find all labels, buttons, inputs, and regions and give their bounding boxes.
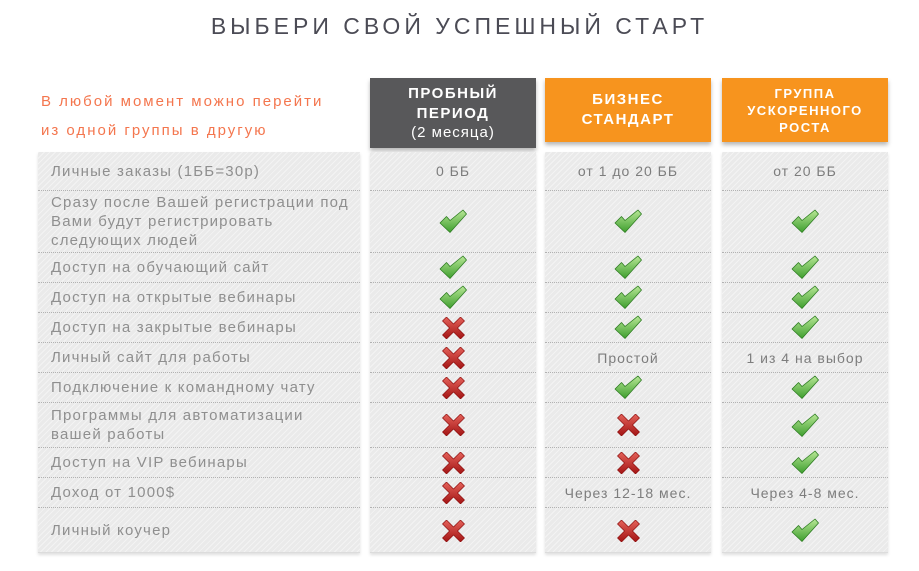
cell-cross [370,312,536,342]
plan-body-business [545,152,711,553]
cell-text [722,342,888,372]
cell-cross [545,402,711,447]
check-icon [790,413,820,438]
cell-text [722,477,888,507]
plan-body-growth [722,152,888,553]
cell-check [370,252,536,282]
cell-text [545,342,711,372]
plan-header-line: БИЗНЕС [592,91,664,108]
feature-label-text: Личный сайт для работы [51,349,252,366]
cell-check [545,252,711,282]
cell-cross [370,342,536,372]
feature-label-row-5 [38,342,360,372]
plan-header-growth [722,78,888,142]
cell-cross [370,507,536,553]
cell-value: Через 12-18 мес. [564,484,692,501]
cross-icon [442,317,465,339]
feature-label-row-10 [38,507,360,553]
plan-header-line: ГРУППА [774,86,836,101]
plan-header-line: СТАНДАРТ [581,111,675,128]
plan-header-line: РОСТА [779,120,831,135]
cell-text [545,152,711,190]
cell-cross [370,477,536,507]
cross-icon [442,347,465,369]
plan-header-line: ПЕРИОД [416,105,490,122]
page-title: ВЫБЕРИ СВОЙ УСПЕШНЫЙ СТАРТ [210,13,709,39]
cell-text [722,152,888,190]
cell-check [545,190,711,252]
cell-check [722,507,888,553]
plan-body-trial [370,152,536,553]
check-icon [790,285,820,310]
plan-column-growth [722,78,888,553]
check-icon [790,255,820,280]
cell-check [370,282,536,312]
feature-label-text: Подключение к командному чату [51,379,316,396]
feature-label-text: Доступ на VIP вебинары [51,454,248,471]
check-icon [790,209,820,234]
note-line-1: В любой момент можно перейти [41,93,324,110]
cell-check [722,190,888,252]
cell-check [722,402,888,447]
feature-label-row-4 [38,312,360,342]
cell-text [370,152,536,190]
cross-icon [617,414,640,436]
cross-icon [442,482,465,504]
cell-check [722,252,888,282]
feature-label-text: Сразу после Вашей регистрации под Вами будут регистрировать следующих людей [51,194,349,249]
check-icon [613,209,643,234]
feature-label-text: Программы для автоматизации вашей работы [51,407,304,443]
feature-label-text: Личные заказы (1ББ=30р) [51,162,261,180]
feature-label-row-6 [38,372,360,402]
check-icon [613,285,643,310]
plan-header-line: ПРОБНЫЙ [408,85,498,102]
cell-check [545,312,711,342]
comparison-table [38,78,888,553]
check-icon [613,255,643,280]
cell-check [370,190,536,252]
cross-icon [442,414,465,436]
cell-check [722,282,888,312]
cross-icon [617,520,640,542]
feature-labels-body [38,152,360,553]
plan-header-trial [370,78,536,148]
check-icon [438,255,468,280]
feature-label-text: Доступ на закрытые вебинары [51,319,297,336]
feature-labels-column [38,78,360,553]
cross-icon [442,377,465,399]
labels-header-spacer [38,78,360,152]
cross-icon [617,452,640,474]
check-icon [790,315,820,340]
cross-icon [442,452,465,474]
plan-header-business [545,78,711,142]
plan-column-trial [370,78,536,553]
check-icon [790,518,820,543]
cell-value: Через 4-8 мес. [750,484,860,501]
cell-value: 0 ББ [435,163,471,179]
cell-value: от 20 ББ [773,163,837,179]
plan-column-business [545,78,711,553]
plan-header-line: УСКОРЕННОГО [747,103,863,118]
cell-value: 1 из 4 на выбор [746,349,864,366]
cell-text [545,477,711,507]
feature-label-text: Доступ на открытые вебинары [51,289,297,306]
note-line-2: из одной группы в другую [41,122,268,139]
feature-label-row-2 [38,252,360,282]
feature-label-row-3 [38,282,360,312]
check-icon [790,450,820,475]
feature-label-text: Личный коучер [51,522,172,539]
check-icon [613,375,643,400]
feature-label-row-0 [38,152,360,190]
cell-check [722,312,888,342]
cell-value: от 1 до 20 ББ [577,163,679,179]
check-icon [790,375,820,400]
feature-label-row-7 [38,402,360,447]
cross-icon [442,520,465,542]
feature-label-text: Доступ на обучающий сайт [51,259,270,276]
feature-label-row-8 [38,447,360,477]
cell-cross [370,372,536,402]
cell-check [545,372,711,402]
plan-header-subtitle: (2 месяца) [411,124,495,141]
cell-cross [370,447,536,477]
feature-label-text: Доход от 1000$ [51,484,176,501]
cell-cross [370,402,536,447]
cell-check [722,447,888,477]
check-icon [438,209,468,234]
feature-label-row-1 [38,190,360,252]
check-icon [613,315,643,340]
cell-cross [545,447,711,477]
cell-value: Простой [597,349,659,366]
cell-cross [545,507,711,553]
check-icon [438,285,468,310]
cell-check [722,372,888,402]
cell-check [545,282,711,312]
feature-label-row-9 [38,477,360,507]
